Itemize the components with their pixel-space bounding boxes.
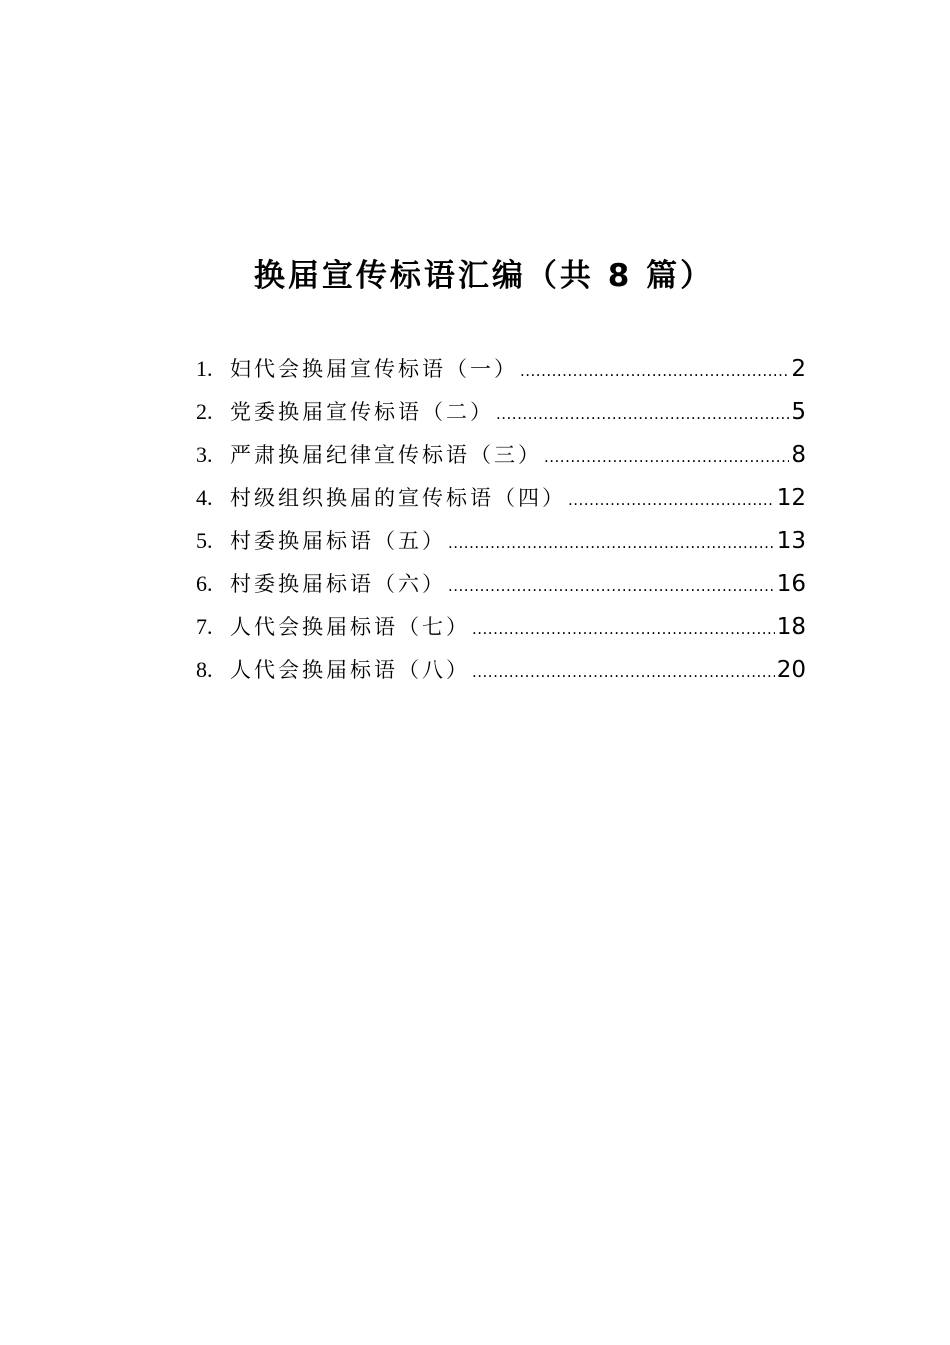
- toc-entry-number: 4.: [196, 485, 213, 510]
- toc-entry-number: 6.: [196, 571, 213, 596]
- toc-entry-title: 人代会换届标语（八）: [230, 658, 470, 682]
- toc-dot-leader: [544, 436, 789, 479]
- toc-entry-page: 16: [776, 571, 806, 597]
- toc-dot-leader: [448, 565, 775, 608]
- toc-entry-page: 13: [776, 528, 806, 554]
- toc-entry-title: 村委换届标语（五）: [230, 529, 446, 553]
- toc-entry-number: 8.: [196, 657, 213, 682]
- toc-entry-title: 村委换届标语（六）: [230, 572, 446, 596]
- toc-entry-number: 5.: [196, 528, 213, 553]
- toc-dot-leader: [520, 350, 789, 393]
- toc-entry[interactable]: [196, 433, 806, 476]
- toc-entry-title: 党委换届宣传标语（二）: [230, 400, 494, 424]
- toc-dot-leader: [472, 651, 775, 694]
- toc-entry[interactable]: [196, 390, 806, 433]
- toc-entry[interactable]: [196, 476, 806, 519]
- toc-entry-page: 5: [791, 399, 806, 425]
- toc-entry-page: 8: [791, 442, 806, 468]
- toc-entry-page: 2: [791, 356, 806, 382]
- toc-entry-page: 18: [776, 614, 806, 640]
- toc-entry-number: 1.: [196, 356, 213, 381]
- toc-entry[interactable]: [196, 562, 806, 605]
- toc-entry[interactable]: [196, 519, 806, 562]
- toc-dot-leader: [496, 393, 789, 436]
- toc-entry-page: 12: [776, 485, 806, 511]
- toc-entry[interactable]: [196, 605, 806, 648]
- toc-dot-leader: [472, 608, 775, 651]
- toc-entry-number: 2.: [196, 399, 213, 424]
- toc-entry-title: 人代会换届标语（七）: [230, 615, 470, 639]
- toc-entry-number: 7.: [196, 614, 213, 639]
- toc-dot-leader: [568, 479, 775, 522]
- toc-dot-leader: [448, 522, 775, 565]
- toc-entry-number: 3.: [196, 442, 213, 467]
- table-of-contents: [196, 347, 806, 691]
- toc-entry-title: 村级组织换届的宣传标语（四）: [230, 486, 566, 510]
- document-title: 换届宣传标语汇编（共 8 篇）: [253, 258, 715, 294]
- toc-entry-title: 妇代会换届宣传标语（一）: [230, 357, 518, 381]
- toc-entry-page: 20: [776, 657, 806, 683]
- toc-entry[interactable]: [196, 347, 806, 390]
- toc-entry[interactable]: [196, 648, 806, 691]
- toc-entry-title: 严肃换届纪律宣传标语（三）: [230, 443, 542, 467]
